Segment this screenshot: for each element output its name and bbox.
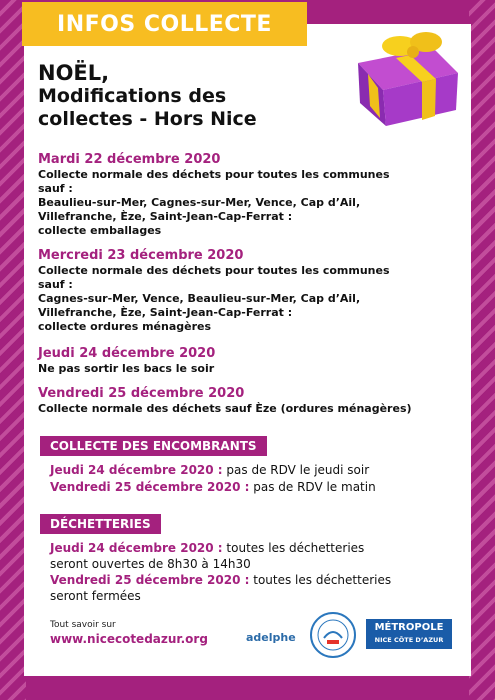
block-line: Collecte normale des déchets sauf Èze (ordures ménagères) — [38, 402, 412, 415]
row-continuation: seront fermées — [50, 589, 141, 603]
title-line-3: collectes - Hors Nice — [38, 108, 257, 130]
metro-line-1: MÉTROPOLE — [374, 622, 444, 633]
gift-icon — [338, 18, 468, 128]
infos-collecte-banner: INFOS COLLECTE — [22, 2, 307, 46]
block-line: Villefranche, Èze, Saint-Jean-Cap-Ferrat : — [38, 306, 293, 319]
dechetteries-row — [50, 572, 391, 588]
block-line: Collecte normale des déchets pour toutes les communes — [38, 168, 390, 181]
footer-label: Tout savoir sur — [50, 620, 116, 630]
block-line: Villefranche, Èze, Saint-Jean-Cap-Ferrat : — [38, 210, 293, 223]
footer-website-link[interactable]: www.nicecotedazur.org — [50, 632, 208, 646]
block-mercredi — [38, 248, 458, 334]
row-text: pas de RDV le matin — [253, 480, 376, 494]
left-stripe-border — [0, 0, 26, 700]
page-title — [38, 62, 338, 131]
block-jeudi — [38, 346, 458, 376]
block-line: sauf : — [38, 278, 73, 291]
dechetteries-tag: DÉCHETTERIES — [40, 514, 161, 534]
block-line: sauf : — [38, 182, 73, 195]
encombrants-tag: COLLECTE DES ENCOMBRANTS — [40, 436, 267, 456]
encombrants-row — [50, 479, 376, 495]
right-stripe-border — [469, 0, 495, 700]
row-date: Vendredi 25 décembre 2020 : — [50, 573, 250, 587]
block-day: Mercredi 23 décembre 2020 — [38, 248, 244, 263]
encombrants-row — [50, 462, 369, 478]
row-continuation: seront ouvertes de 8h30 à 14h30 — [50, 557, 251, 571]
metro-line-2: NICE CÔTE D’AZUR — [374, 636, 444, 644]
row-text: pas de RDV le jeudi soir — [226, 463, 370, 477]
row-text: toutes les déchetteries — [226, 541, 365, 555]
title-line-1: NOËL, — [38, 61, 110, 85]
block-day: Mardi 22 décembre 2020 — [38, 152, 221, 167]
row-date: Jeudi 24 décembre 2020 : — [50, 463, 223, 477]
maires-emblem-icon — [312, 614, 354, 656]
block-vendredi — [38, 386, 458, 416]
block-line: Ne pas sortir les bacs le soir — [38, 362, 215, 375]
maires-logo — [310, 612, 356, 658]
block-line: Cagnes-sur-Mer, Vence, Beaulieu-sur-Mer, Cap d’Ail, — [38, 292, 361, 305]
adelphe-logo: adelphe — [246, 631, 296, 644]
block-day: Vendredi 25 décembre 2020 — [38, 386, 245, 401]
metropole-logo — [366, 619, 452, 649]
row-date: Vendredi 25 décembre 2020 : — [50, 480, 250, 494]
row-date: Jeudi 24 décembre 2020 : — [50, 541, 223, 555]
block-mardi — [38, 152, 458, 238]
block-line: Collecte normale des déchets pour toutes les communes — [38, 264, 390, 277]
block-line: collecte emballages — [38, 224, 162, 237]
row-text: toutes les déchetteries — [253, 573, 392, 587]
block-day: Jeudi 24 décembre 2020 — [38, 346, 216, 361]
block-line: Beaulieu-sur-Mer, Cagnes-sur-Mer, Vence, Cap d’Ail, — [38, 196, 361, 209]
block-line: collecte ordures ménagères — [38, 320, 212, 333]
title-line-2: Modifications des — [38, 85, 227, 107]
dechetteries-row — [50, 540, 364, 556]
